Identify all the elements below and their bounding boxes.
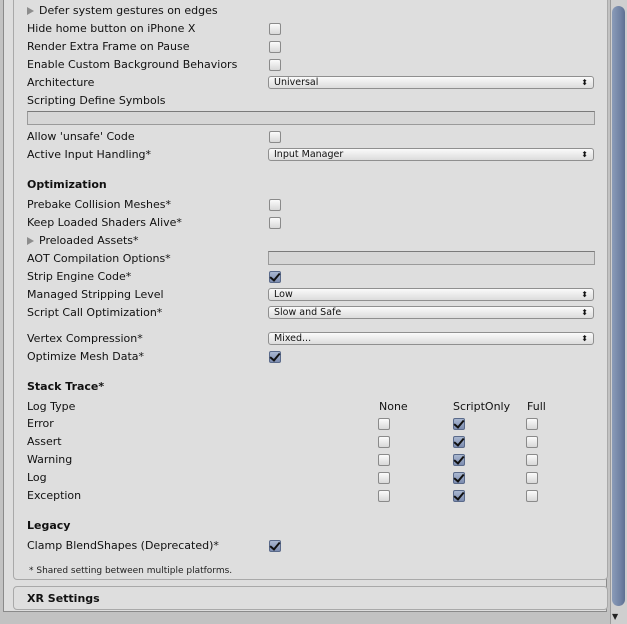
optimize-mesh-checkbox[interactable] (269, 351, 281, 363)
script-call-dropdown[interactable] (268, 306, 594, 319)
architecture-value: Universal (274, 77, 319, 88)
error-none-checkbox[interactable] (378, 418, 390, 430)
stack-trace-header: Stack Trace* (27, 380, 105, 393)
architecture-label: Architecture (27, 76, 95, 89)
dropdown-arrow-icon: ⬍ (581, 308, 588, 317)
defer-gestures-foldout[interactable]: Defer system gestures on edges (27, 3, 218, 19)
managed-strip-value: Low (274, 289, 293, 300)
strip-engine-checkbox[interactable] (269, 271, 281, 283)
col-none-header: None (379, 400, 408, 413)
script-call-value: Slow and Safe (274, 307, 342, 318)
managed-strip-dropdown[interactable] (268, 288, 594, 301)
log-full-checkbox[interactable] (526, 472, 538, 484)
optimization-header: Optimization (27, 178, 107, 191)
allow-unsafe-checkbox[interactable] (269, 131, 281, 143)
exception-none-checkbox[interactable] (378, 490, 390, 502)
assert-scriptonly-checkbox[interactable] (453, 436, 465, 448)
aot-label: AOT Compilation Options* (27, 252, 171, 265)
scroll-down-arrow-icon[interactable]: ▼ (612, 612, 619, 621)
architecture-dropdown[interactable] (268, 76, 594, 89)
log-scriptonly-checkbox[interactable] (453, 472, 465, 484)
prebake-label: Prebake Collision Meshes* (27, 198, 171, 211)
active-input-label: Active Input Handling* (27, 148, 152, 161)
custom-bg-checkbox[interactable] (269, 59, 281, 71)
keep-shaders-label: Keep Loaded Shaders Alive* (27, 216, 182, 229)
warning-none-checkbox[interactable] (378, 454, 390, 466)
error-full-checkbox[interactable] (526, 418, 538, 430)
aot-input[interactable] (268, 251, 595, 265)
log-row-warning: Warning (27, 453, 73, 466)
allow-unsafe-label: Allow 'unsafe' Code (27, 130, 135, 143)
custom-bg-label: Enable Custom Background Behaviors (27, 58, 238, 71)
exception-scriptonly-checkbox[interactable] (453, 490, 465, 502)
keep-shaders-checkbox[interactable] (269, 217, 281, 229)
hide-home-label: Hide home button on iPhone X (27, 22, 196, 35)
scrollbar-thumb[interactable] (612, 6, 625, 606)
exception-full-checkbox[interactable] (526, 490, 538, 502)
log-row-assert: Assert (27, 435, 62, 448)
dropdown-arrow-icon: ⬍ (581, 290, 588, 299)
xr-settings-label: XR Settings (27, 592, 100, 605)
hide-home-checkbox[interactable] (269, 23, 281, 35)
script-call-label: Script Call Optimization* (27, 306, 163, 319)
optimize-mesh-label: Optimize Mesh Data* (27, 350, 145, 363)
vertex-value: Mixed... (274, 333, 312, 344)
clamp-blendshapes-checkbox[interactable] (269, 540, 281, 552)
vertex-dropdown[interactable] (268, 332, 594, 345)
legacy-header: Legacy (27, 519, 71, 532)
active-input-value: Input Manager (274, 149, 344, 160)
strip-engine-label: Strip Engine Code* (27, 270, 132, 283)
preloaded-assets-foldout[interactable]: Preloaded Assets* (27, 233, 139, 249)
warning-scriptonly-checkbox[interactable] (453, 454, 465, 466)
scripting-define-input[interactable] (27, 111, 595, 125)
dropdown-arrow-icon: ⬍ (581, 78, 588, 87)
scripting-define-label: Scripting Define Symbols (27, 94, 166, 107)
error-scriptonly-checkbox[interactable] (453, 418, 465, 430)
clamp-blendshapes-label: Clamp BlendShapes (Deprecated)* (27, 539, 219, 552)
col-scriptonly-header: ScriptOnly (453, 400, 511, 413)
prebake-checkbox[interactable] (269, 199, 281, 211)
vertex-label: Vertex Compression* (27, 332, 143, 345)
assert-full-checkbox[interactable] (526, 436, 538, 448)
log-row-error: Error (27, 417, 54, 430)
dropdown-arrow-icon: ⬍ (581, 334, 588, 343)
dropdown-arrow-icon: ⬍ (581, 150, 588, 159)
log-row-log: Log (27, 471, 47, 484)
log-row-exception: Exception (27, 489, 82, 502)
warning-full-checkbox[interactable] (526, 454, 538, 466)
managed-strip-label: Managed Stripping Level (27, 288, 164, 301)
shared-setting-footnote: * Shared setting between multiple platforms. (29, 566, 233, 576)
assert-none-checkbox[interactable] (378, 436, 390, 448)
log-type-header: Log Type (27, 400, 76, 413)
xr-settings-header[interactable] (13, 586, 608, 610)
log-none-checkbox[interactable] (378, 472, 390, 484)
col-full-header: Full (527, 400, 546, 413)
render-extra-checkbox[interactable] (269, 41, 281, 53)
render-extra-label: Render Extra Frame on Pause (27, 40, 190, 53)
active-input-dropdown[interactable] (268, 148, 594, 161)
